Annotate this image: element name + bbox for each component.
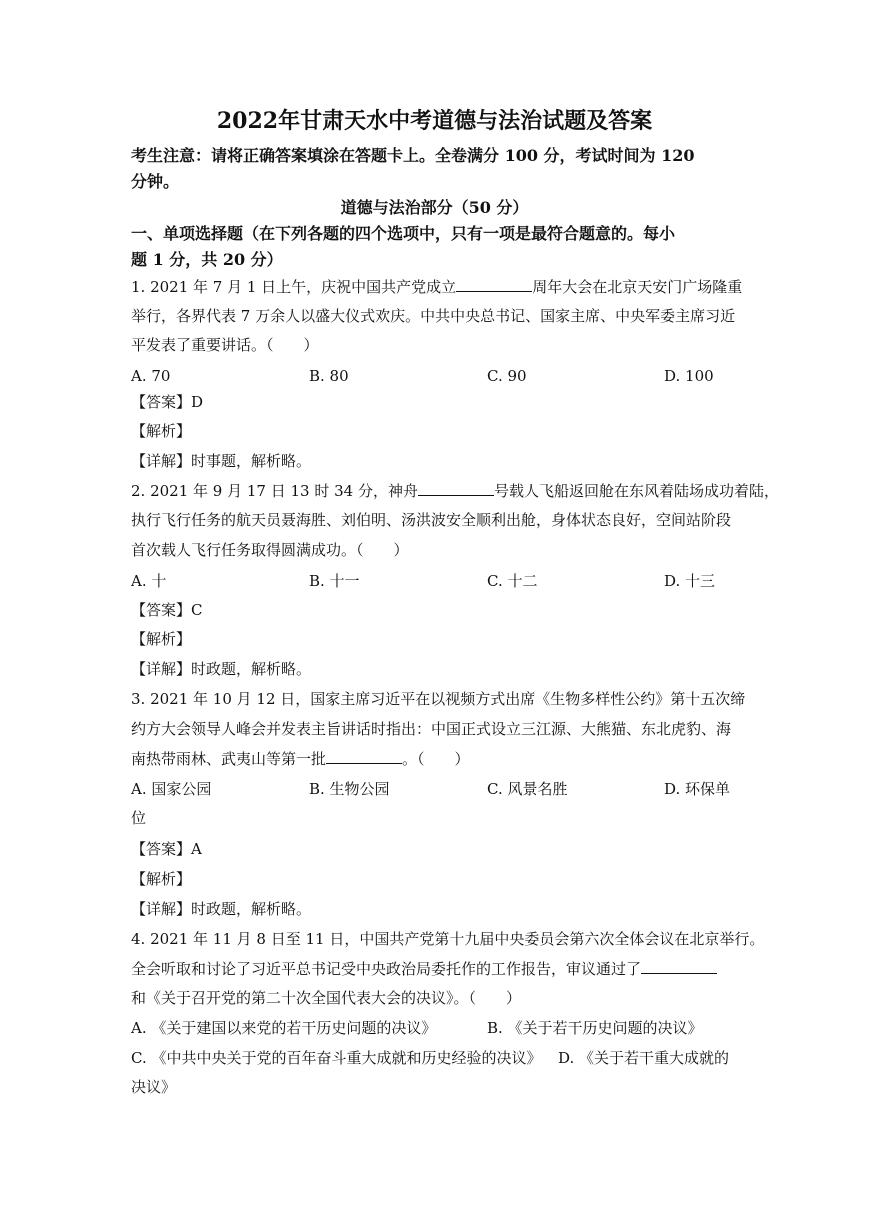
question-2-option-a: A. 十 (131, 572, 167, 590)
question-4-option-d: D. 《关于若干重大成就的 (558, 1049, 730, 1067)
question-3-answer: 【答案】A (131, 840, 202, 858)
question-2-answer: 【答案】C (131, 601, 203, 619)
question-1-option-a: A. 70 (131, 367, 171, 385)
question-1-detail: 【详解】时事题，解析略。 (131, 452, 312, 470)
question-4-option-a: A. 《关于建国以来党的若干历史问题的决议》 (131, 1019, 437, 1037)
question-1-line-1 (131, 277, 742, 297)
question-1-option-b: B. 80 (309, 367, 349, 385)
question-2-option-c: C. 十二 (487, 572, 538, 590)
part-heading-line-1: 一、单项选择题（在下列各题的四个选项中，只有一项是最符合题意的。每小 (131, 224, 676, 243)
question-2-line-2: 执行飞行任务的航天员聂海胜、刘伯明、汤洪波安全顺利出舱，身体状态良好，空间站阶段 (131, 511, 732, 529)
page-title: 2022年甘肃天水中考道德与法治试题及答案 (216, 108, 653, 134)
question-1-text-b: 周年大会在北京天安门广场隆重 (532, 278, 743, 296)
question-4-line-1: 4. 2021 年 11 月 8 日至 11 日，中国共产党第十九届中央委员会第六次全体会议在北京举行。 (131, 930, 765, 948)
section-title: 道德与法治部分（50 分） (340, 198, 529, 217)
question-3-line-1: 3. 2021 年 10 月 12 日，国家主席习近平在以视频方式出席《生物多样性公约》第十五次缔 (131, 690, 746, 708)
question-1-text-a: 1. 2021 年 7 月 1 日上午，庆祝中国共产党成立 (131, 278, 457, 296)
question-3-line-3 (131, 749, 470, 769)
question-4-line-2 (131, 959, 717, 979)
question-2-analysis: 【解析】 (131, 630, 192, 648)
question-1-option-c: C. 90 (487, 367, 527, 385)
question-3-line-2: 约方大会领导人峰会并发表主旨讲话时指出：中国正式设立三江源、大熊猫、东北虎豹、海 (131, 720, 732, 738)
question-1-answer: 【答案】D (131, 393, 204, 411)
question-2-line-1 (131, 481, 779, 501)
answer-blank (326, 749, 402, 764)
question-1-line-3: 平发表了重要讲话。（ ） (131, 336, 319, 354)
question-1-option-d: D. 100 (664, 367, 714, 385)
question-3-detail: 【详解】时政题，解析略。 (131, 900, 312, 918)
question-1-line-2: 举行，各界代表 7 万余人以盛大仪式欢庆。中共中央总书记、国家主席、中央军委主席习近 (131, 307, 736, 325)
question-2-option-b: B. 十一 (309, 572, 360, 590)
question-4-option-c: C. 《中共中央关于党的百年奋斗重大成就和历史经验的决议》 (131, 1049, 542, 1067)
question-3-option-d-wrap: 位 (131, 809, 147, 827)
question-4-line-3: 和《关于召开党的第二十次全国代表大会的决议》。（ ） (131, 989, 522, 1007)
answer-blank (641, 959, 717, 974)
question-1-analysis: 【解析】 (131, 422, 192, 440)
part-heading-line-2: 题 1 分，共 20 分） (131, 250, 283, 269)
question-3-option-d: D. 环保单 (664, 780, 731, 798)
question-4-text-a: 全会听取和讨论了习近平总书记受中央政治局委托作的工作报告，审议通过了 (131, 960, 642, 978)
notice-line-2: 分钟。 (131, 172, 180, 191)
question-3-text-b: 。（ ） (402, 750, 470, 768)
answer-blank (456, 277, 532, 292)
answer-blank (418, 481, 494, 496)
question-4-option-d-wrap: 决议》 (131, 1078, 177, 1096)
question-2-option-d: D. 十三 (664, 572, 716, 590)
question-4-option-b: B. 《关于若干历史问题的决议》 (487, 1019, 703, 1037)
question-2-line-3: 首次载人飞行任务取得圆满成功。（ ） (131, 541, 409, 559)
question-3-option-a: A. 国家公园 (131, 780, 212, 798)
question-2-text-a: 2. 2021 年 9 月 17 日 13 时 34 分，神舟 (131, 482, 418, 500)
question-3-text-a: 南热带雨林、武夷山等第一批 (131, 750, 327, 768)
notice-line-1: 考生注意：请将正确答案填涂在答题卡上。全卷满分 100 分，考试时间为 120 (131, 146, 695, 165)
question-3-analysis: 【解析】 (131, 870, 192, 888)
question-2-detail: 【详解】时政题，解析略。 (131, 660, 312, 678)
question-2-text-b: 号载人飞船返回舱在东风着陆场成功着陆， (493, 482, 779, 500)
question-3-option-c: C. 风景名胜 (487, 780, 568, 798)
question-3-option-b: B. 生物公园 (309, 780, 390, 798)
